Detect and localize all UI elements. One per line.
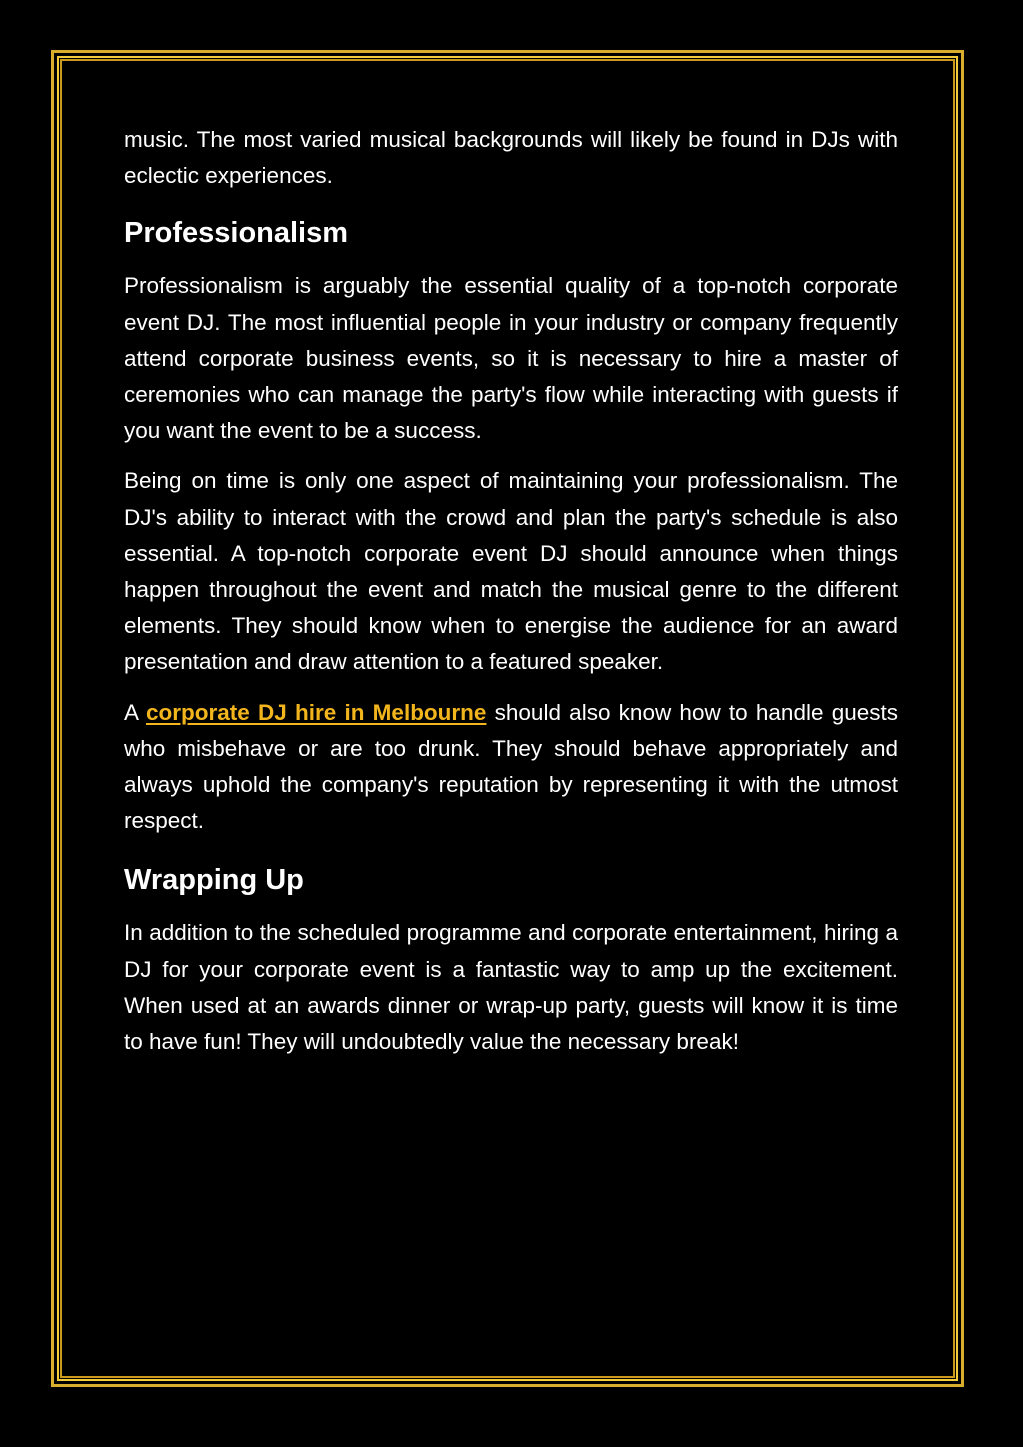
professionalism-paragraph-1: Professionalism is arguably the essential quality of a top-notch corporate event DJ. The most influential people in your industry or company frequently attend corporate business events, so it is necessary to hire a master of ceremonies who can manage the party's flow while interacting with guests if you want the event to be a success. — [124, 273, 898, 444]
paragraph-3-prefix: A — [124, 699, 146, 725]
wrapping-up-heading: Wrapping Up — [124, 864, 304, 897]
professionalism-paragraph-2: Being on time is only one aspect of maintaining your professionalism. The DJ's ability to interact with the crowd and plan the party's schedule is also essential. A top-notch corporate event DJ should announce when things happen throughout the event and match the musical genre to the different elements. They should know when to energise the audience for an award presentation and draw attention to a featured speaker. — [124, 468, 898, 675]
paragraph-3-suffix: should also know how to handle guests who misbehave or are too drunk. They should behave appropriately and always uphold the company's reputation by representing it with the utmost respect. — [124, 699, 898, 834]
professionalism-paragraph-3 — [124, 695, 898, 840]
corporate-dj-hire-link[interactable]: corporate DJ hire in Melbourne — [146, 699, 487, 725]
wrapping-up-paragraph: In addition to the scheduled programme and corporate entertainment, hiring a DJ for your corporate event is a fantastic way to amp up the excitement. When used at an awards dinner or wrap-up party, guests will know it is time to have fun! They will undoubtedly value the necessary break! — [124, 920, 898, 1055]
intro-paragraph: music. The most varied musical backgrounds will likely be found in DJs with eclectic experiences. — [124, 127, 898, 189]
professionalism-heading: Professionalism — [124, 217, 349, 250]
document-body — [124, 122, 898, 1074]
